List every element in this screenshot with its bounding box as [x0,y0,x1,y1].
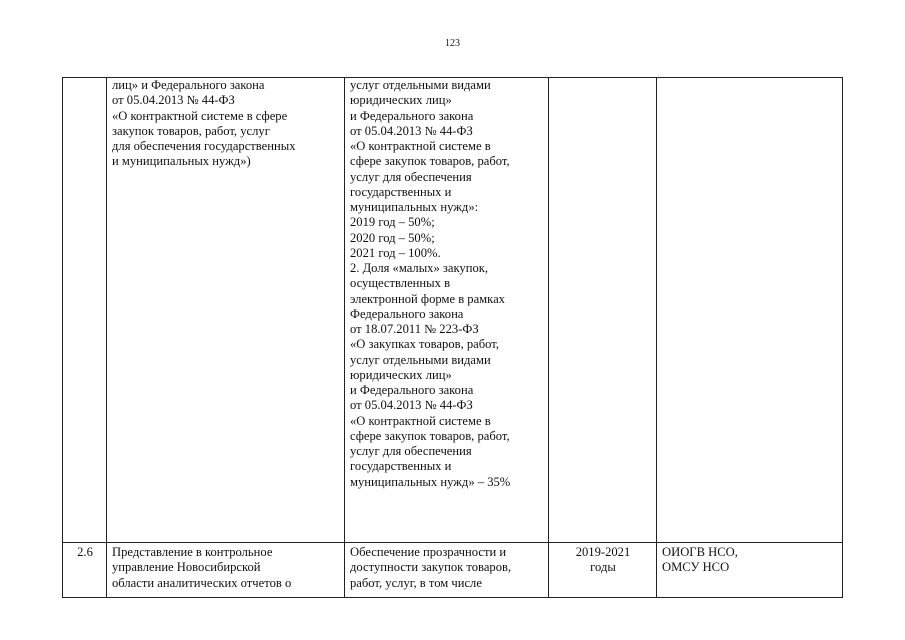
cell-text-line: государственных и [350,459,452,474]
cell-text-line: 2021 год – 100%. [350,245,441,260]
cell-text-line: муниципальных нужд»: [350,200,479,214]
cell-text-line: сфере закупок товаров, работ, [350,428,510,443]
cell-text-line: от 05.04.2013 № 44-ФЗ [112,93,235,108]
cell-number [63,78,107,543]
cell-executor [657,543,843,598]
cell-result [345,78,549,543]
table-row [63,543,843,598]
cell-text-line: от 05.04.2013 № 44-ФЗ [350,398,473,413]
cell-text-line: осуществленных в [350,276,451,291]
cell-text-line: ОИОГВ НСО, [662,545,738,559]
cell-text-line: годы [590,560,616,575]
cell-text-line: доступности закупок товаров, [350,560,512,575]
cell-text-line: Федерального закона [350,306,464,321]
cell-text-line: 2019-2021 [575,545,631,559]
cell-text-line: муниципальных нужд» – 35% [350,474,511,489]
cell-text-line: сфере закупок товаров, работ, [350,154,510,169]
cell-text-line: от 18.07.2011 № 223-ФЗ [350,322,479,336]
cell-text-line: и муниципальных нужд») [112,154,251,169]
cell-text-line: области аналитических отчетов о [112,575,292,590]
cell-text-line: 2019 год – 50%; [350,215,435,230]
cell-result [345,543,549,598]
cell-text-line: услуг для обеспечения [350,169,472,184]
cell-text-line: от 05.04.2013 № 44-ФЗ [350,123,473,138]
cell-text-line: «О контрактной системе в сфере [112,108,288,123]
cell-text-line: «О контрактной системе в [350,139,491,153]
cell-text-line: ОМСУ НСО [662,560,730,575]
cell-text-line: юридических лиц» [350,367,452,382]
cell-text-line: работ, услуг, в том числе [350,575,482,590]
cell-text-line: управление Новосибирской [112,560,261,575]
cell-text-line: 2. Доля «малых» закупок, [350,261,489,275]
cell-period [549,78,657,543]
cell-text-line: и Федерального закона [350,108,474,123]
cell-number: 2.6 [63,543,107,598]
table-row [63,78,843,543]
cell-period [549,543,657,598]
cell-text-line: электронной форме в рамках [350,291,505,306]
cell-text-line: услуг отдельными видами [350,78,491,92]
cell-text-line: юридических лиц» [350,93,452,108]
cell-text-line: лиц» и Федерального закона [112,78,265,92]
cell-text-line: закупок товаров, работ, услуг [112,123,270,138]
measures-table [62,77,843,598]
cell-text-line: для обеспечения государственных [112,139,296,153]
page-number: 123 [445,38,460,49]
cell-measure [107,543,345,598]
cell-text-line: Представление в контрольное [112,545,273,559]
cell-measure [107,78,345,543]
cell-text-line: «О контрактной системе в [350,413,491,428]
cell-text-line: Обеспечение прозрачности и [350,545,507,559]
cell-text-line: и Федерального закона [350,383,474,397]
cell-text-line: услуг отдельными видами [350,352,491,367]
cell-text-line: услуг для обеспечения [350,444,472,458]
cell-text-line: 2020 год – 50%; [350,230,435,245]
cell-text-line: «О закупках товаров, работ, [350,337,500,352]
cell-executor [657,78,843,543]
cell-text-line: государственных и [350,184,452,199]
